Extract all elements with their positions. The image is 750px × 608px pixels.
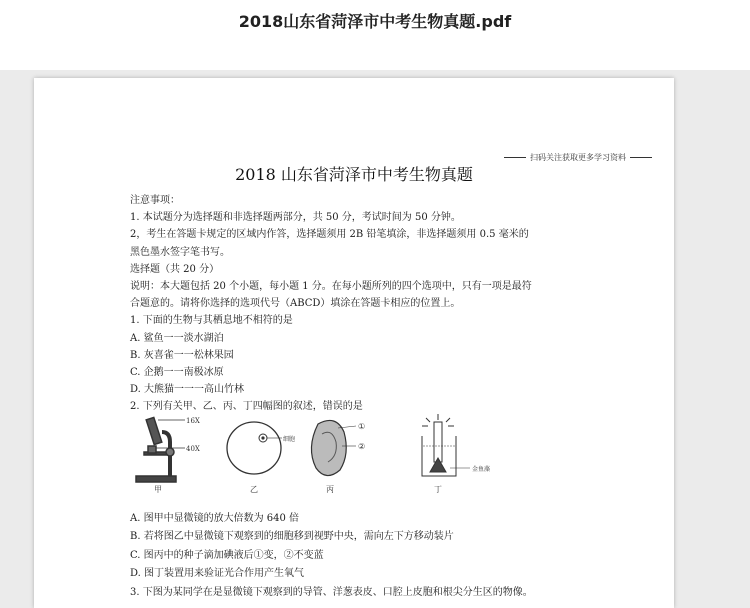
file-title: 2018山东省菏泽市中考生物真题.pdf	[238, 12, 512, 31]
seed-icon	[311, 420, 356, 475]
question-options	[130, 510, 600, 602]
figure-label-jia: 甲	[154, 485, 162, 494]
option-line: C. 图丙中的种子滴加碘液后①变，②不变蓝	[130, 549, 324, 561]
text-line: C. 企鹅一一南极冰原	[130, 367, 224, 379]
figure-label-yi: 乙	[250, 485, 258, 494]
figure-label-bing: 丙	[326, 485, 334, 494]
pdf-page[interactable]	[34, 78, 674, 608]
text-line: B. 灰喜雀一一松林果园	[130, 349, 234, 361]
document-title: 2018 山东省菏泽市中考生物真题	[235, 165, 473, 184]
apparatus-icon	[422, 414, 470, 476]
text-line: 1. 本试题分为选择题和非选择题两部分，共 50 分，考试时间为 50 分钟。	[130, 212, 461, 224]
seed-part2-label: ②	[358, 442, 366, 451]
text-line: D. 大熊猫一一一高山竹林	[130, 384, 245, 396]
option-line: 3. 下图为某同学在是显微镜下观察到的导管、洋葱表皮、口腔上皮胞和根尖分生区的物像。	[130, 586, 533, 598]
fish-plant-label: 金鱼藻	[472, 466, 491, 473]
option-line: B. 若将图乙中显微镜下观察到的细胞移到视野中央，需向左下方移动装片	[130, 531, 454, 543]
dash-right	[630, 157, 652, 158]
text-line: 1. 下面的生物与其栖息地不相符的是	[130, 315, 293, 327]
ad-note-text: 扫码关注获取更多学习资料	[530, 153, 626, 162]
text-line: 合题意的。请将你选择的选项代号（ABCD）填涂在答题卡相应的位置上。	[130, 298, 461, 310]
option-line: D. 图丁装置用来验证光合作用产生氧气	[130, 568, 305, 580]
text-line: 2. 下列有关甲、乙、丙、丁四幅图的叙述，错误的是	[130, 401, 363, 413]
option-line: A. 图甲中显微镜的放大倍数为 640 倍	[130, 513, 300, 524]
document-body	[130, 192, 590, 416]
text-line: A. 鲨鱼一一淡水湖泊	[130, 332, 224, 344]
text-line: 说明：本大题包括 20 个小题，每小题 1 分。在每小题所列的四个选项中，只有一项是最符	[130, 281, 532, 293]
text-line: 黑色墨水签字笔书写。	[130, 246, 230, 258]
microscope-icon	[136, 417, 185, 482]
mag-objective-label: 40X	[186, 445, 200, 453]
figure-label-ding: 丁	[434, 485, 442, 494]
dash-left	[504, 157, 526, 158]
nucleus-label: 细胞	[283, 436, 296, 443]
seed-part1-label: ①	[358, 422, 366, 431]
text-line: 选择题（共 20 分）	[130, 263, 220, 275]
figure-svg	[130, 412, 510, 494]
viewer-toolbar	[0, 0, 750, 70]
text-line: 注意事项：	[130, 195, 180, 206]
mag-eyepiece-label: 16X	[186, 417, 200, 425]
cell-view-icon	[227, 422, 282, 474]
text-line: 2，考生在答题卡规定的区域内作答，选择题须用 2B 铅笔填涂，非选择题须用 0.5 毫米的	[130, 229, 529, 241]
question-figure	[130, 412, 510, 494]
